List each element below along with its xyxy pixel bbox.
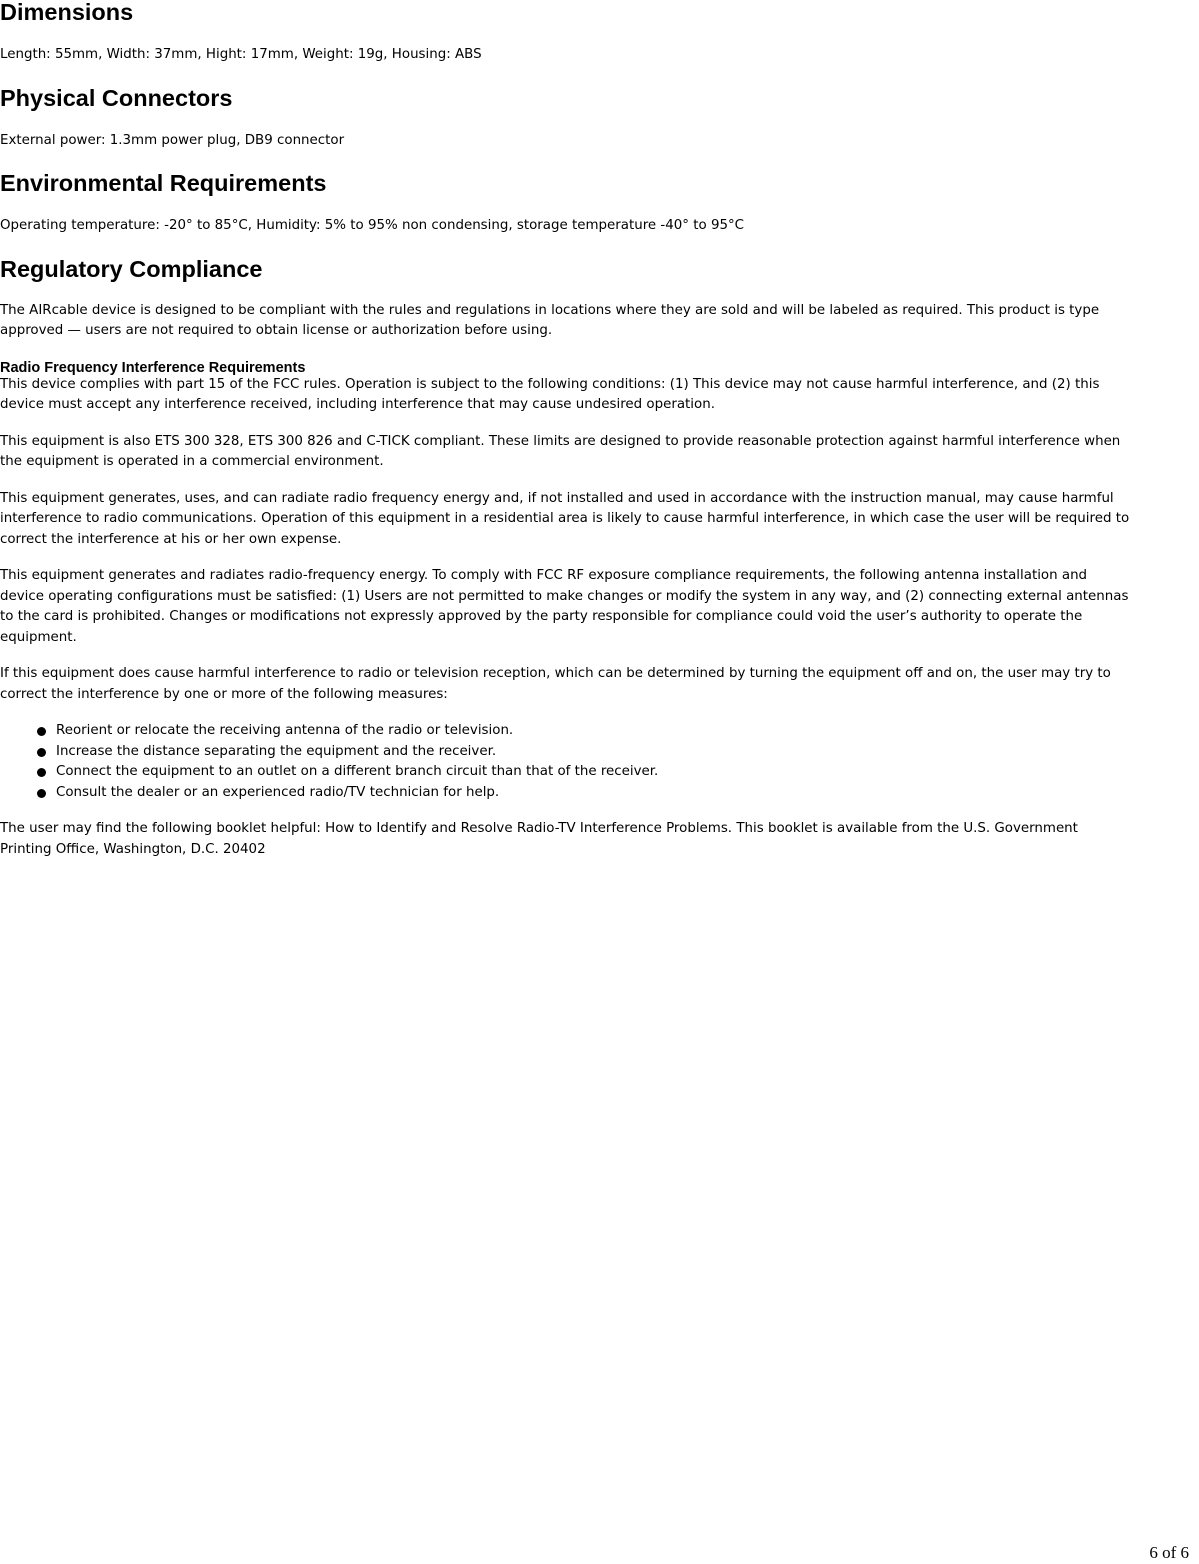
rf-energy-paragraph: This equipment generates, uses, and can radiate radio frequency energy and, if not installed and used in accordance with the instruction manual, may cause harmful interference to radio communications. Operation of this equipment in a residential area is likely to cause harmful interference, in which case the user will be required to correct the interference at his or her own expense.	[0, 490, 1130, 547]
dimensions-heading: Dimensions	[0, 0, 134, 25]
booklet-paragraph: The user may find the following booklet helpful: How to Identify and Resolve Radio-TV Interference Problems. This booklet is available from the U.S. Government Printing Office, Washington, D.C. 20402	[0, 821, 1078, 857]
rf-requirements-heading: Radio Frequency Interference Requirements	[0, 359, 306, 376]
rf-exposure-paragraph: This equipment generates and radiates radio-frequency energy. To comply with FCC RF exposure compliance requirements, the following antenna installation and device operating configurations must be satisfied: (1) Users are not permitted to make changes or modify the system in any way, and (2) connecting external antennas to the card is prohibited. Changes or modifications not expressly approved by the party responsible for compliance could void the user’s authority to operate the equipment.	[0, 568, 1129, 645]
ets-compliance-paragraph: This equipment is also ETS 300 328, ETS 300 826 and C-TICK compliant. These limits are designed to provide reasonable protection against harmful interference when the equipment is operated in a commercial environment.	[0, 433, 1121, 469]
rf-requirements-text: This device complies with part 15 of the FCC rules. Operation is subject to the following conditions: (1) This device may not cause harmful interference, and (2) this device must accept any interference received, including interference that may cause undesired operation.	[0, 376, 1100, 412]
list-item	[0, 721, 1130, 742]
bullet-icon	[37, 768, 46, 777]
connectors-heading: Physical Connectors	[0, 84, 233, 111]
bullet-icon	[37, 789, 46, 798]
measures-intro-paragraph: If this equipment does cause harmful interference to radio or television reception, which can be determined by turning the equipment off and on, the user may try to correct the interference by one or more of the following measures:	[0, 666, 1111, 702]
environment-heading: Environmental Requirements	[0, 170, 327, 196]
page-number: 6 of 6	[1149, 1543, 1189, 1562]
list-item	[0, 762, 1130, 783]
list-item-text: Consult the dealer or an experienced radio/TV technician for help.	[56, 784, 500, 800]
list-item-text: Increase the distance separating the equipment and the receiver.	[56, 743, 497, 759]
environment-text: Operating temperature: -20° to 85°C, Humidity: 5% to 95% non condensing, storage temperature -40° to 95°C	[0, 218, 745, 233]
list-item	[0, 742, 1130, 763]
regulatory-intro: The AIRcable device is designed to be compliant with the rules and regulations in locations where they are sold and will be labeled as required. This product is type approved — users are not required to obtain license or authorization before using.	[0, 302, 1100, 338]
connectors-text: External power: 1.3mm power plug, DB9 connector	[0, 132, 345, 148]
list-item-text: Reorient or relocate the receiving antenna of the radio or television.	[56, 723, 514, 738]
bullet-icon	[37, 748, 46, 757]
list-item	[0, 783, 1130, 804]
dimensions-text: Length: 55mm, Width: 37mm, Hight: 17mm, Weight: 19g, Housing: ABS	[0, 47, 482, 62]
regulatory-heading: Regulatory Compliance	[0, 255, 263, 282]
list-item-text: Connect the equipment to an outlet on a different branch circuit than that of the receiver.	[56, 764, 659, 779]
bullet-icon	[37, 727, 46, 736]
measures-list	[0, 721, 1130, 803]
